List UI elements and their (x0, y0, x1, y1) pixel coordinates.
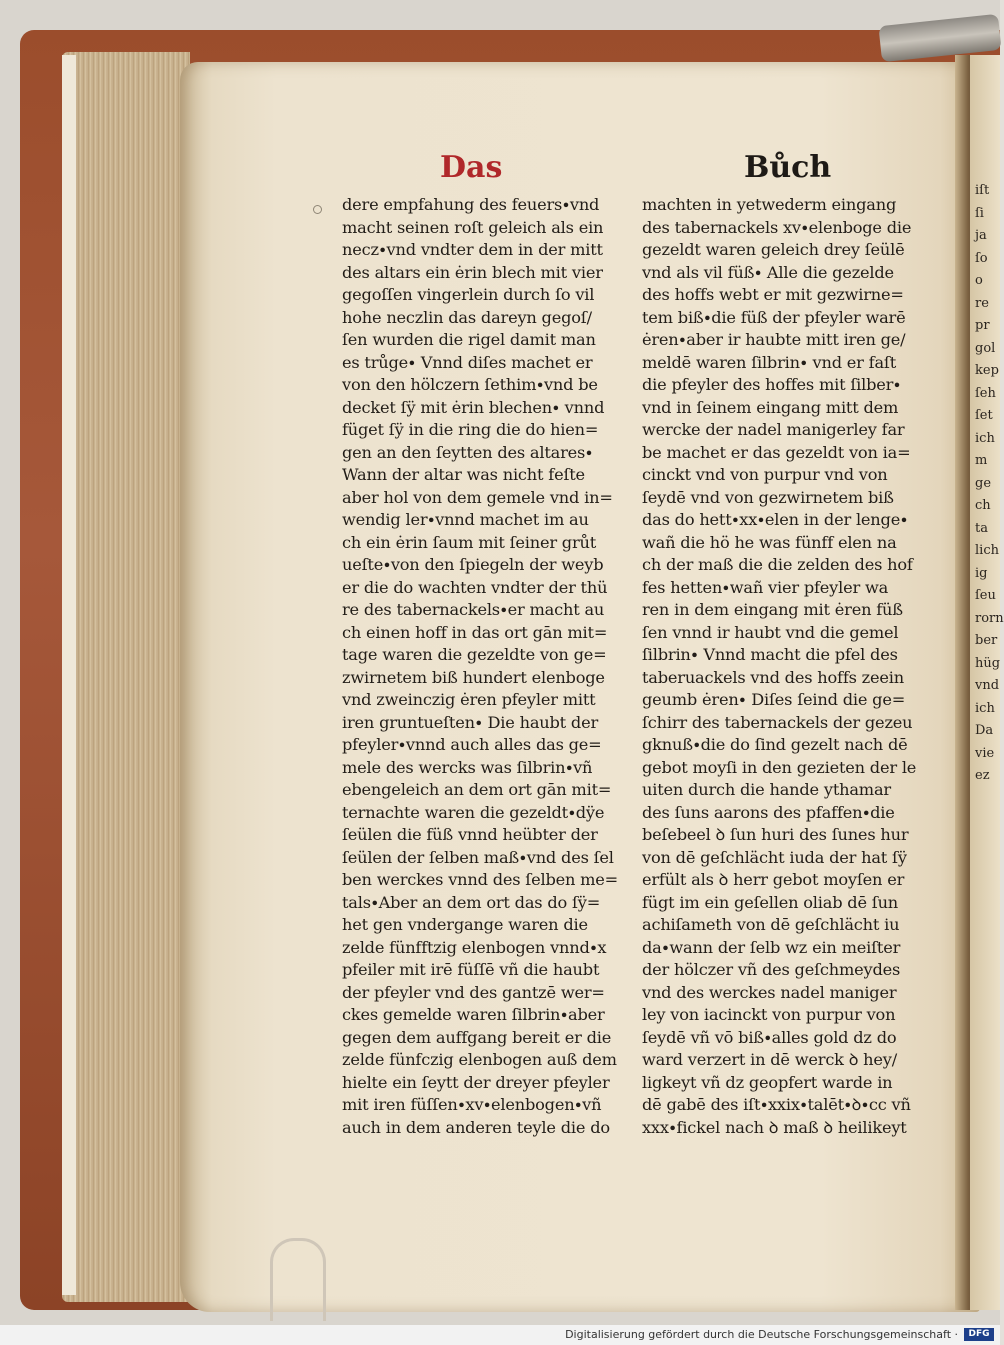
text-line: ebengeleich an dem ort gān mit= (342, 780, 612, 799)
text-column-left (342, 194, 634, 1139)
text-line: beſebeel ꝺ ſun huri des ſunes hur (642, 825, 909, 844)
text-line: des ſuns aarons des pfaffen∙die (642, 802, 895, 822)
text-line: er die do wachten vndter der thü (342, 577, 608, 597)
text-line: xxx∙fickel nach ꝺ maß ꝺ heilikeyt (642, 1117, 907, 1137)
text-line: gebot moyſi in den gezieten der le (642, 757, 917, 777)
text-line: fügt im ein geſellen oliab dē ſun (642, 892, 899, 912)
text-line: da∙wann der ſelb wz ein meiſter (642, 937, 901, 957)
text-line: ſchirr des tabernackels der gezeu (642, 712, 913, 732)
text-line: decket ſÿ mit ėrin blechen∙ vnnd (342, 397, 605, 417)
fragment-line: iſt (975, 183, 990, 198)
text-line: ueſte∙von den ſpiegeln der weyb (342, 555, 604, 574)
text-line: vnd zweinczig ėren pfeyler mitt (342, 690, 596, 709)
text-line: Wann der altar was nicht feſte (342, 465, 585, 484)
fragment-line: ch (975, 498, 991, 513)
text-line: erfült als ꝺ herr gebot moyſen er (642, 870, 905, 889)
fragment-line: ich (975, 700, 995, 716)
text-line: vnd des werckes nadel maniger (642, 982, 897, 1002)
text-line: ſeydē vñ vō biß∙alles gold dz do (642, 1027, 897, 1047)
fragment-line: vie (975, 745, 995, 761)
text-line: gegoſſen vingerlein durch ſo vil (342, 285, 595, 304)
fragment-line: ſo (975, 250, 988, 266)
fragment-line: ber (975, 633, 998, 648)
text-line: ſilbrin∙ Vnnd macht die pfel des (642, 645, 898, 664)
text-line: fes hetten∙wañ vier pfeyler wa (642, 577, 889, 597)
text-line: gezeldt waren geleich drey ſeülē (642, 240, 905, 259)
fragment-line: o (975, 273, 983, 288)
text-line: achiſameth von dē geſchlächt iu (642, 915, 900, 934)
text-line: mele des wercks was ſilbrin∙vñ (342, 757, 593, 777)
text-line: gen an den ſeytten des altares∙ (342, 442, 593, 462)
footer-credit: Digitalisierung gefördert durch die Deutsche Forschungsgemeinschaft · (565, 1328, 958, 1341)
page-edges (62, 52, 190, 1302)
text-line: wañ die hö he was fünff elen na (642, 532, 897, 552)
text-line: ch einen hoff in das ort gān mit= (342, 622, 608, 642)
text-line: cinckt vnd von purpur vnd von (642, 465, 888, 484)
text-line: ch der maß die die zelden des hof (642, 555, 913, 574)
fragment-line: ja (975, 228, 987, 243)
text-line: taberuackels vnd des hoffs zeein (642, 667, 904, 687)
text-line: mit iren füſſen∙xv∙elenbogen∙vñ (342, 1095, 602, 1114)
text-line: füget ſÿ in die ring die do hien= (342, 420, 599, 439)
text-line: het gen vndergange waren die (342, 915, 588, 934)
text-line: des hoffs webt er mit gezwirne= (642, 285, 904, 304)
text-line: gegen dem auffgang bereit er die (342, 1027, 612, 1047)
dfg-logo: DFG (964, 1328, 994, 1341)
fragment-line: ta (975, 520, 988, 536)
fragment-line: ſeh (975, 385, 996, 401)
text-line: vnd als vil füß∙ Alle die gezelde (642, 262, 894, 282)
text-line: meldē waren ſilbrin∙ vnd er faſt (642, 352, 896, 372)
text-line: zelde fünfczig elenbogen auß dem (342, 1050, 617, 1069)
fragment-line: vnd (975, 678, 1000, 693)
page-edge-light (62, 55, 76, 1295)
text-line: die pfeyler des hoffes mit ſilber∙ (642, 375, 901, 394)
text-line: hielte ein ſeytt der dreyer pfeyler (342, 1072, 610, 1092)
fragment-line: gol (975, 340, 996, 356)
text-column-right (642, 194, 942, 1139)
text-line: ley von iacinckt von purpur von (642, 1005, 896, 1024)
running-head-right-text: Bůch (744, 150, 832, 185)
running-head-left-text: Das (440, 150, 503, 185)
fragment-line: pr (975, 318, 990, 333)
text-line: gknuß∙die do ſind gezelt nach dē (642, 735, 908, 754)
running-head-left (440, 150, 502, 185)
text-line: ward verzert in dē werck ꝺ hey/ (642, 1050, 897, 1069)
footer-bar (0, 1325, 1000, 1345)
text-line: ſen wurden die rigel damit man (342, 330, 596, 349)
text-line: re des tabernackels∙er macht au (342, 600, 605, 619)
text-line: von den hölczern ſethim∙vnd be (342, 375, 598, 394)
text-line: ſeydē vnd von gezwirnetem biß (642, 487, 894, 507)
text-line: machten in yetwederm eingang (642, 195, 897, 214)
page-clip (270, 1238, 326, 1321)
text-line: pfeyler∙vnnd auch alles das ge= (342, 735, 602, 754)
text-line: ternachte waren die gezeldt∙dÿe (342, 802, 605, 822)
text-line: tem biß∙die füß der pfeyler warē (642, 307, 906, 327)
text-line: ligkeyt vñ dz geopfert warde in (642, 1072, 893, 1092)
fragment-line: re (975, 295, 989, 311)
text-line: ſen vnnd ir haubt vnd die gemel (642, 622, 899, 642)
fragment-line: lich (975, 543, 999, 558)
fragment-line: rorn (975, 610, 1004, 626)
text-line: zwirnetem biß hundert elenboge (342, 667, 605, 687)
text-line: ſeülen die füß vnnd heübter der (342, 825, 598, 844)
text-line: uiten durch die hande ythamar (642, 780, 891, 799)
fragment-line: hüg (975, 655, 1001, 671)
running-head-right (744, 150, 831, 185)
text-line: zelde fünfftzig elenbogen vnnd∙x (342, 937, 607, 957)
text-line: macht seinen roſt geleich als ein (342, 217, 604, 237)
text-line: es trůge∙ Vnnd diſes machet er (342, 352, 593, 372)
text-line: dere empfahung des feuers∙vnd (342, 195, 600, 214)
text-line: ſeülen der ſelben maß∙vnd des ſel (342, 847, 614, 867)
text-line: hohe neczlin das dareyn gegoſ/ (342, 307, 592, 327)
fragment-line: ſi (975, 205, 984, 221)
text-line: be machet er das gezeldt von ia= (642, 442, 911, 462)
text-line: das do hett∙xx∙elen in der lenge∙ (642, 510, 908, 529)
text-line: dē gabē des iſt∙xxix∙talēt∙ꝺ∙cc vñ (642, 1095, 911, 1114)
text-line: von dē geſchlächt iuda der hat ſÿ (642, 847, 907, 867)
fragment-line: ge (975, 475, 992, 491)
text-line: wercke der nadel manigerley far (642, 420, 905, 439)
text-line: auch in dem anderen teyle die do (342, 1117, 610, 1137)
text-line: des tabernackels xv∙elenboge die (642, 217, 912, 237)
text-line: aber hol von dem gemele vnd in= (342, 487, 613, 507)
text-line: der hölczer vñ des geſchmeydes (642, 960, 901, 979)
text-line: ch ein ėrin ſaum mit ſeiner grůt (342, 532, 597, 552)
fragment-line: m (975, 453, 988, 468)
text-line: ckes gemelde waren ſilbrin∙aber (342, 1005, 605, 1024)
fragment-line: Da (975, 723, 994, 738)
text-line: pfeiler mit irē füſſē vñ die haubt (342, 960, 600, 979)
text-line: necz∙vnd vndter dem in der mitt (342, 240, 603, 259)
text-line: des altars ein ėrin blech mit vier (342, 262, 603, 282)
right-page-text-fragments (975, 180, 1004, 788)
text-line: ėren∙aber ir haubte mitt iren ge/ (642, 330, 906, 349)
fragment-line: kep (975, 363, 999, 378)
margin-mark (313, 205, 322, 214)
text-line: der pfeyler vnd des gantzē wer= (342, 982, 605, 1002)
text-line: iren gruntueſten∙ Die haubt der (342, 712, 598, 732)
text-line: tals∙Aber an dem ort das do ſÿ= (342, 892, 601, 912)
text-line: ben werckes vnnd des ſelben me= (342, 870, 619, 889)
fragment-line: ich (975, 430, 995, 446)
text-line: geumb ėren∙ Diſes ſeind die ge= (642, 690, 906, 709)
fragment-line: ig (975, 565, 988, 581)
text-line: vnd in ſeinem eingang mitt dem (642, 397, 899, 417)
text-line: ren in dem eingang mit ėren füß (642, 600, 903, 619)
text-line: tage waren die gezeldte von ge= (342, 645, 607, 664)
fragment-line: ſet (975, 408, 993, 423)
fragment-line: ez (975, 768, 990, 783)
fragment-line: ſeu (975, 588, 996, 603)
text-line: wendig ler∙vnnd machet im au (342, 510, 589, 529)
